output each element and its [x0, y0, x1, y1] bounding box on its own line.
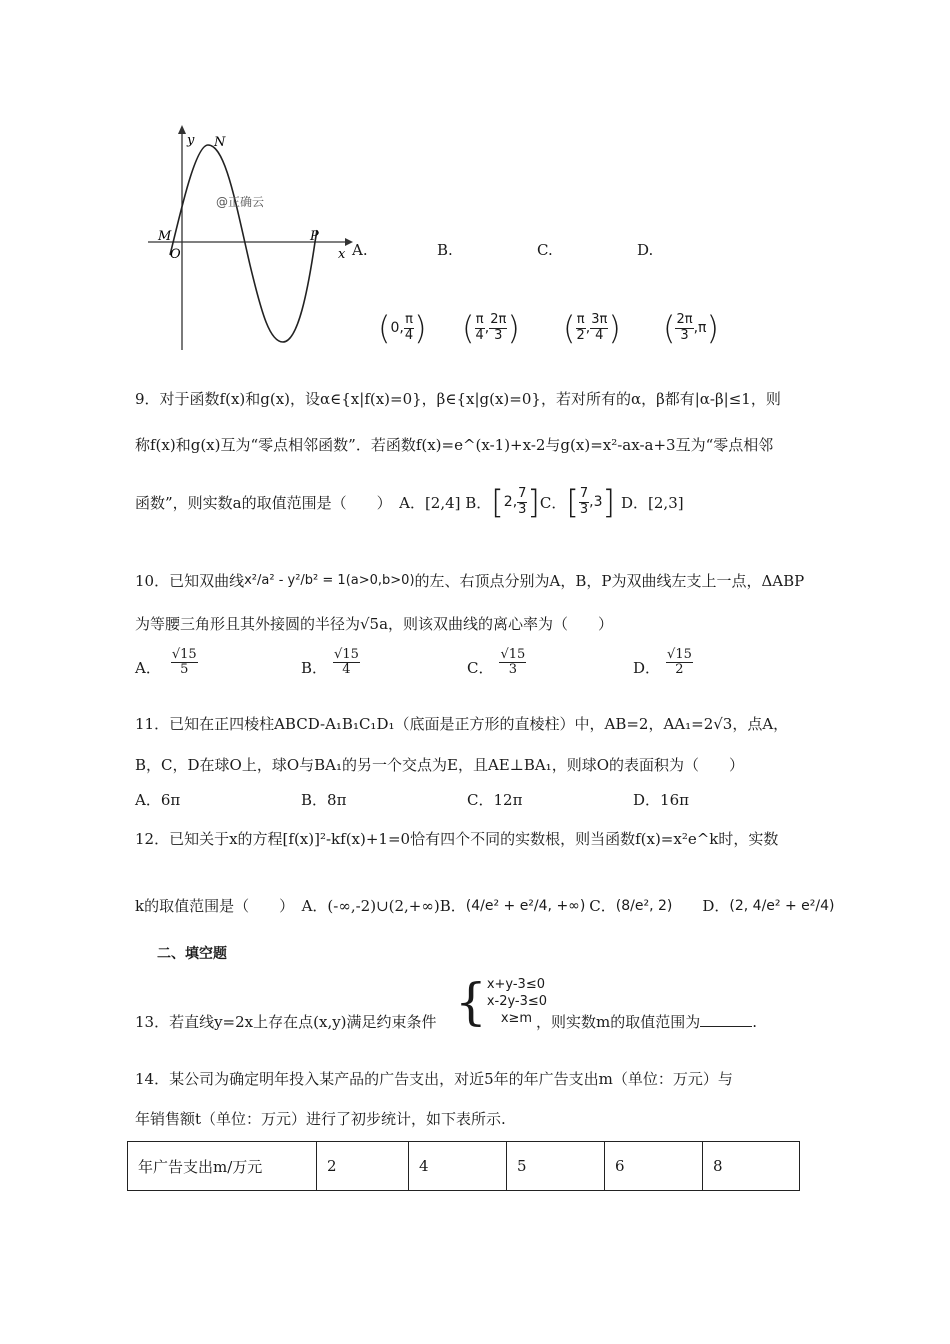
- q11-line1: 11．已知在正四棱柱ABCD-A₁B₁C₁D₁（底面是正方形的直棱柱）中，AB=2，AA₁=2√3，点A，: [135, 715, 789, 733]
- q8-option-c: ( $\frac{\pi}{2}$ , $\frac{3\pi}{4}$ ): [563, 309, 621, 347]
- q13-pre: 13．若直线y=2x上存在点(x,y)满足约束条件: [135, 1013, 437, 1031]
- q8-letter-b: B.: [437, 241, 453, 259]
- hyperbola-equation: x²/a² - y²/b² = 1(a>0,b>0): [244, 573, 415, 588]
- q10-option-b: B． $\frac{√15}{4}$: [301, 647, 359, 678]
- q8-option-b: ( $\frac{\pi}{4}$ , $\frac{2\pi}{3}$ ): [462, 309, 520, 347]
- q11-line2: B，C，D在球O上，球O与BA₁的另一个交点为E，且AE⊥BA₁，则球O的表面积为（ ）: [135, 756, 744, 774]
- answer-blank: [700, 1012, 752, 1027]
- q12-option-c: (8/e², 2): [615, 897, 673, 914]
- q11-option-d: D．16π: [633, 791, 689, 809]
- q11-option-c: C．12π: [467, 791, 523, 809]
- table-cell: 2: [317, 1142, 409, 1191]
- q8-letter-c: C.: [537, 241, 553, 259]
- constraint-2: x-2y-3≤0: [486, 994, 548, 1009]
- q10-option-c: C． $\frac{√15}{3}$: [467, 647, 526, 678]
- sine-curve: [170, 145, 317, 342]
- q10-line1: 10．已知双曲线 x²/a² - y²/b² = 1(a>0,b>0) 的左、右顶点分别为A，B，P为双曲线左支上一点，ΔABP: [135, 572, 805, 590]
- table-cell: 5: [507, 1142, 605, 1191]
- q8-option-a: ( 0, $\frac{\pi}{4}$ ): [378, 309, 427, 347]
- q14-line1: 14．某公司为确定明年投入某产品的广告支出，对近5年的年广告支出m（单位：万元）与: [135, 1070, 733, 1088]
- table-cell: 4: [409, 1142, 507, 1191]
- constraint-3: x≥m: [500, 1011, 533, 1026]
- q9-option-c: [ $\frac{7}{3}$ ,3 ]: [566, 483, 615, 521]
- watermark: @正确云: [216, 195, 265, 209]
- section-heading-fill-in: 二、填空题: [157, 946, 227, 962]
- q9-line3: 函数”，则实数a的取值范围是（ ） A．[2,4] B． [ 2, $\frac{7}{3}$ ] C． [ $\frac{7}{3}$ ,3 ] D．[2,3]: [135, 483, 684, 521]
- q13-post: ，则实数m的取值范围为 .: [536, 1013, 758, 1031]
- table-header-cell: 年广告支出m/万元: [128, 1142, 317, 1191]
- q10-option-d: D． $\frac{√15}{2}$: [633, 647, 692, 678]
- q8-letter-a: A.: [352, 241, 368, 259]
- q10-line2: 为等腰三角形且其外接圆的半径为√5a，则该双曲线的离心率为（ ）: [135, 615, 614, 633]
- q12-line2: k的取值范围是（ ） A．(-∞,-2)∪(2,+∞)B． (4/e² + e²/4, +∞) C． (8/e², 2) D． (2, 4/e² + e²/4): [135, 897, 835, 915]
- label-o: O: [170, 247, 181, 262]
- sine-graph: [140, 120, 360, 355]
- q9-line1: 9．对于函数f(x)和g(x)，设α∈{x|f(x)=0}，β∈{x|g(x)=0}，若对所有的α，β都有|α-β|≤1，则: [135, 390, 781, 408]
- table-cell: 6: [605, 1142, 703, 1191]
- q11-option-a: A．6π: [135, 791, 181, 809]
- q11-option-b: B．8π: [301, 791, 347, 809]
- q12-option-b: (4/e² + e²/4, +∞): [465, 897, 586, 914]
- label-m: M: [158, 229, 172, 244]
- q8-letter-d: D.: [637, 241, 654, 259]
- y-axis-arrow: [178, 125, 186, 134]
- label-p: P: [310, 229, 319, 244]
- q10-option-a: A． $\frac{√15}{5}$: [135, 647, 197, 678]
- table-cell: 8: [703, 1142, 800, 1191]
- q12-option-d: (2, 4/e² + e²/4): [729, 897, 835, 914]
- table-row: [128, 1142, 800, 1191]
- label-x: x: [338, 247, 346, 262]
- constraint-1: x+y-3≤0: [486, 977, 545, 992]
- label-y: y: [187, 133, 195, 148]
- q12-line1: 12．已知关于x的方程[f(x)]²-kf(x)+1=0恰有四个不同的实数根，则当函数f(x)=x²e^k时，实数: [135, 830, 779, 848]
- q8-option-d: ( $\frac{2\pi}{3}$ ,π ): [663, 309, 719, 347]
- q14-line2: 年销售额t（单位：万元）进行了初步统计，如下表所示.: [135, 1110, 506, 1128]
- label-n: N: [214, 135, 226, 150]
- data-table: [127, 1141, 800, 1191]
- q13-constraints: { x+y-3≤0 x-2y-3≤0 x≥m: [455, 972, 548, 1031]
- q9-option-b: [ 2, $\frac{7}{3}$ ]: [491, 483, 540, 521]
- q9-line2: 称f(x)和g(x)互为“零点相邻函数”．若函数f(x)=e^(x-1)+x-2与g(x)=x²-ax-a+3互为“零点相邻: [135, 436, 774, 454]
